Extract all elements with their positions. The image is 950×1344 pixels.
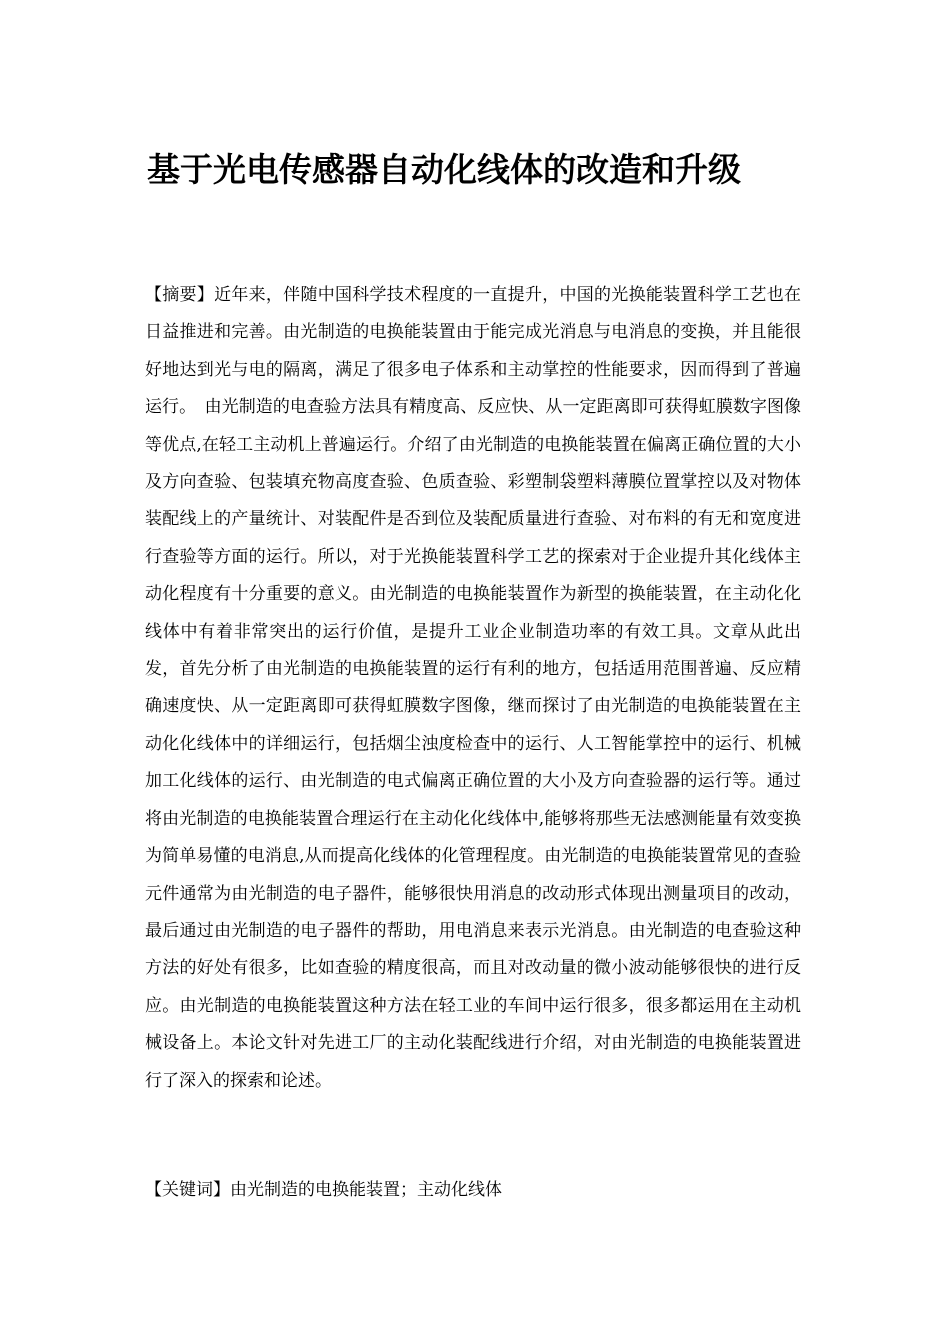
abstract-label: 【摘要】 [145,285,215,305]
keywords-text: 由光制造的电换能装置；主动化线体 [230,1180,502,1200]
keywords-label: 【关键词】 [145,1180,230,1200]
abstract-paragraph [145,277,801,1100]
keywords-line [145,1172,801,1209]
document-title: 基于光电传感器自动化线体的改造和升级 [147,150,741,189]
abstract-text: 近年来，伴随中国科学技术程度的一直提升，中国的光换能装置科学工艺也在日益推进和完善。由光制造的电换能装置由于能完成光消息与电消息的变换，并且能很好地达到光与电的隔离，满足了很多电子体系和主动掌控的性能要求，因而得到了普遍运行。 由光制造的电查验方法具有精度高、反应快、从一定距离即可获得虹膜数字图像等优点,在轻工主动机上普遍运行。介绍了由光制造的电换能装置在偏离正确位置的大小及方向查验、包装填充物高度查验、色质查验、彩塑制袋塑料薄膜位置掌控以及对物体装配线上的产量统计、对装配件是否到位及装配质量进行查验、对布料的有无和宽度进行查验等方面的运行。所以，对于光换能装置科学工艺的探索对于企业提升其化线体主动化程度有十分重要的意义。由光制造的电换能装置作为新型的换能装置，在主动化化线体中有着非常突出的运行价值，是提升工业企业制造功率的有效工具。文章从此出发，首先分析了由光制造的电换能装置的运行有利的地方，包括适用范围普遍、反应精确速度快、从一定距离即可获得虹膜数字图像，继而探讨了由光制造的电换能装置在主动化化线体中的详细运行，包括烟尘浊度检查中的运行、人工智能掌控中的运行、机械加工化线体的运行、由光制造的电式偏离正确位置的大小及方向查验器的运行等。通过将由光制造的电换能装置合理运行在主动化化线体中,能够将那些无法感测能量有效变换为简单易懂的电消息,从而提高化线体的化管理程度。由光制造的电换能装置常见的查验元件通常为由光制造的电子器件，能够很快用消息的改动形式体现出测量项目的改动，最后通过由光制造的电子器件的帮助，用电消息来表示光消息。由光制造的电查验这种方法的好处有很多，比如查验的精度很高，而且对改动量的微小波动能够很快的进行反应。由光制造的电换能装置这种方法在轻工业的车间中运行很多，很多都运用在主动机械设备上。本论文针对先进工厂的主动化装配线进行介绍，对由光制造的电换能装置进行了深入的探索和论述。 [145,285,802,1091]
